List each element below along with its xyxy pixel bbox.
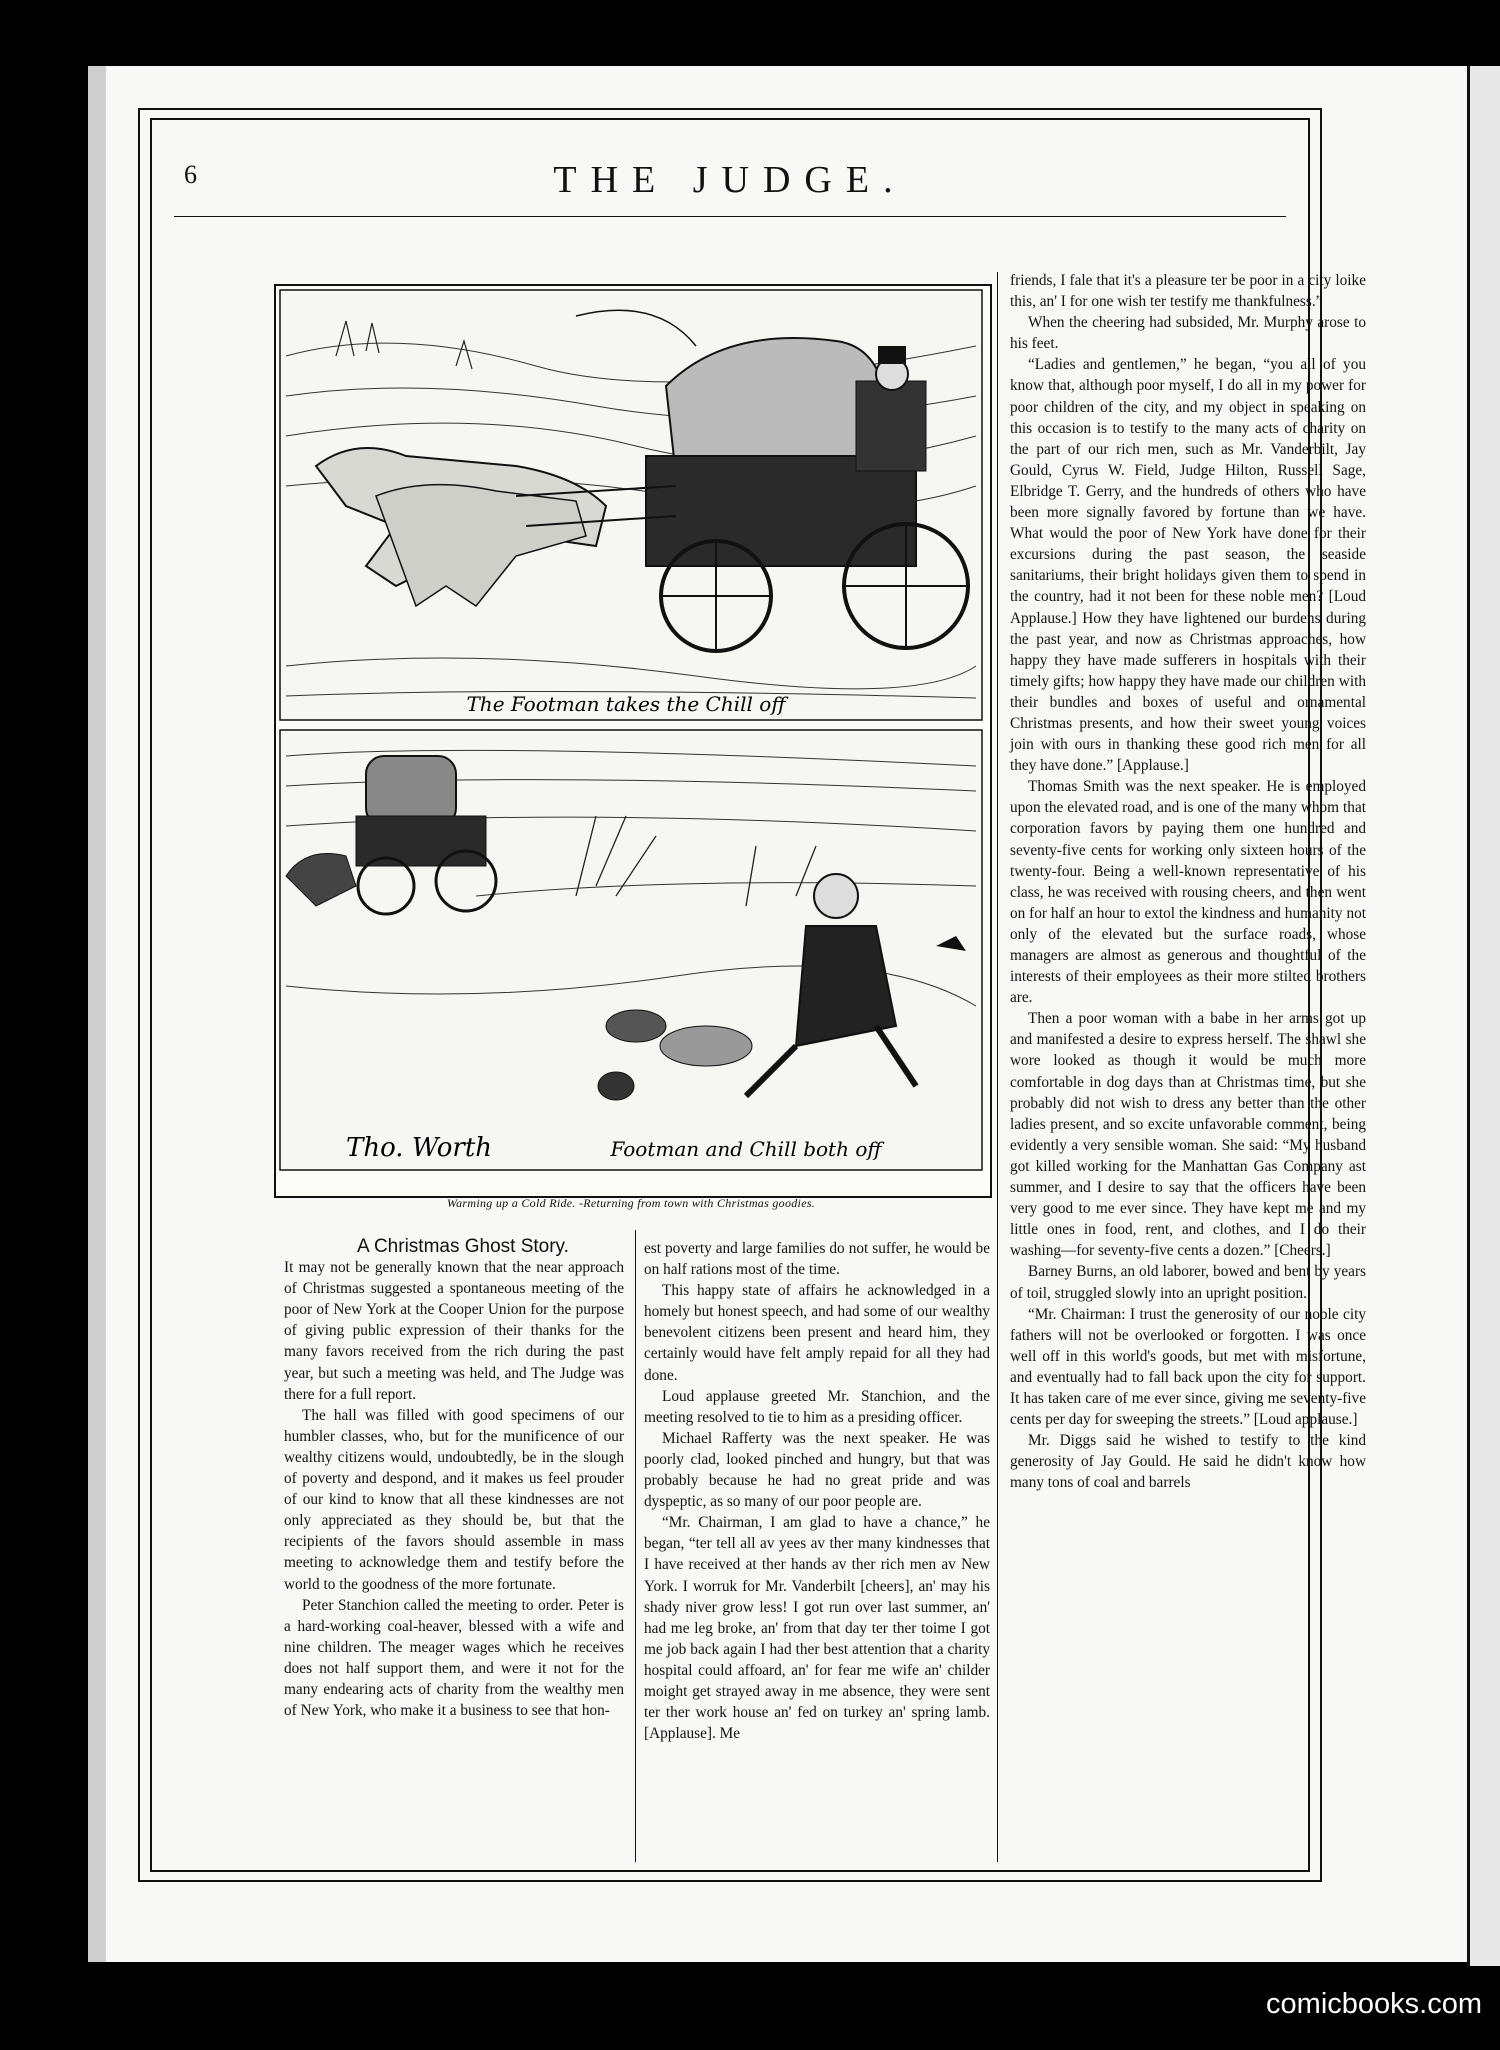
paragraph: Mr. Diggs said he wished to testify to the kind generosity of Jay Gould. He said he didn't know how many tons of coal and barrels xyxy=(1010,1432,1366,1492)
column-rule-middle xyxy=(997,272,998,1862)
paragraph: “Mr. Chairman: I trust the generosity of our noble city fathers will not be overlooked or forgotten. I was once well off in this world's goods, but met with misfortune, and eventually had to fall back upon the city for support. It has taken care of me ever since, giving me seventy-five cents per day for sweeping the streets.” [Loud applause.] xyxy=(1010,1305,1366,1429)
cartoon-drawing xyxy=(276,286,986,1196)
article-column-right xyxy=(1010,270,1366,1493)
paragraph: This happy state of affairs he acknowledged in a homely but honest speech, and had some of our wealthy benevolent citizens been present and heard him, they certainly would have felt amply repaid for all they had done. xyxy=(644,1282,990,1384)
cartoon-illustration xyxy=(274,284,992,1198)
paragraph: Michael Rafferty was the next speaker. He was poorly clad, looked pinched and hungry, but that was probably because he had no great pride and was dyspeptic, as so many of our poor people are. xyxy=(644,1429,990,1511)
bottom-panel-caption: Footman and Chill both off xyxy=(610,1137,882,1161)
paragraph: “Ladies and gentlemen,” he began, “you all of you know that, although poor myself, I do all in my power for poor children of the city, and my object in speaking on this occasion is to testify to the many acts of charity on the part of our rich men, such as Mr. Vanderbilt, Jay Gould, Cyrus W. Field, Judge Hilton, Russell Sage, Elbridge T. Gerry, and the hundreds of others who have been more signally favored by fortune than we have. What would the poor of New York have done for their excursions during the past season, the seaside sanitariums, their bright holidays given them to spend in the country, had it not been for these noble men? [Loud Applause.] How they have lightened our burdens during the past year, and now as Christmas approaches, how happy they have made sufferers in hospitals with their timely gifts; how happy they have made our children with their bundles and boxes of useful and ornamental Christmas presents, and how their sweet young voices join with ours in thanking these good rich men for all they have done.” [Applause.] xyxy=(1010,356,1366,775)
paragraph: The hall was filled with good specimens of our humbler classes, who, but for the munificence of our wealthy citizens would, undoubtedly, be in the slough of poverty and despond, and it makes us feel prouder of our kind to know that all these kindnesses are not only appreciated as they should be, but that the recipients of the favors should assemble in mass meeting to acknowledge them and testify before the world to the goodness of the more fortunate. xyxy=(284,1406,624,1593)
paragraph: Peter Stanchion called the meeting to order. Peter is a hard-working coal-heaver, blessed with a wife and nine children. The meager wages which he receives does not half support them, and were it not for the many endearing acts of charity from the wealthy men of New York, who make it a business to see that hon- xyxy=(284,1596,624,1720)
paragraph: Then a poor woman with a babe in her arms got up and manifested a desire to express herself. The shawl she wore looked as though it would be much more comfortable in dog days than at Christmas time, but she probably did not wish to dress any better than the other ladies present, and so excite unfavorable comment, being evidently a very sensible woman. She said: “My husband got killed working for the Manhattan Gas Company ast summer, and I desire to say that the officers have been very good to me ever since. They have kept me and my little ones in food, rent, and clothes, and I do their washing—for seventy-five cents a dozen.” [Cheers.] xyxy=(1010,1010,1366,1260)
paragraph: est poverty and large families do not suffer, he would be on half rations most of the time. xyxy=(644,1240,990,1279)
adjacent-page-edge xyxy=(1467,66,1500,1966)
article-column-middle xyxy=(644,1238,990,1744)
top-panel-footman-carriage xyxy=(280,290,982,720)
paragraph: “Mr. Chairman, I am glad to have a chance,” he began, “ter tell all av yees av ther many kindnesses that I have received at ther hands av ther rich men av New York. I worruk for Mr. Vanderbilt [cheers], an' may his shady niver grow less! I got run over last summer, an' had me leg broke, an' from that day ter ther toime I got me job back again I had ther best attention that a charity hospital could affoard, an' for fear me wife an' childer moight get strayed away in me absence, they were sent ter ther work house an' fed on turkey an' spring lamb. [Applause]. Me xyxy=(644,1514,990,1743)
masthead-title: THE JUDGE. xyxy=(553,159,907,201)
paragraph: Loud applause greeted Mr. Stanchion, and the meeting resolved to tie to him as a presiding officer. xyxy=(644,1387,990,1426)
masthead-rule xyxy=(174,216,1286,217)
article-column-left xyxy=(284,1236,624,1721)
paragraph: It may not be generally known that the near approach of Christmas suggested a spontaneous meeting of the poor of New York at the Cooper Union for the purpose of giving public expression of their thanks for the many favors received from the rich during the past year, but such a meeting was held, and The Judge was there for a full report. xyxy=(284,1259,624,1403)
paragraph: friends, I fale that it's a pleasure ter be poor in a city loike this, an' I for one wish ter testify me thankfulness.” xyxy=(1010,272,1366,311)
paragraph: When the cheering had subsided, Mr. Murphy arose to his feet. xyxy=(1010,314,1366,353)
watermark: comicbooks.com xyxy=(1266,1988,1482,2020)
artist-signature: Tho. Worth xyxy=(346,1133,493,1163)
bottom-panel-footman-fallen xyxy=(280,730,982,1170)
page-number: 6 xyxy=(184,160,197,189)
column-rule-left xyxy=(635,1230,636,1862)
story-title: A Christmas Ghost Story. xyxy=(357,1236,569,1257)
top-panel-caption: The Footman takes the Chill off xyxy=(466,692,786,716)
paragraph: Barney Burns, an old laborer, bowed and bent by years of toil, struggled slowly into an upright position. xyxy=(1010,1263,1366,1302)
illustration-caption: Warming up a Cold Ride. -Returning from town with Christmas goodies. xyxy=(446,1196,816,1210)
paragraph: Thomas Smith was the next speaker. He is employed upon the elevated road, and is one of the many whom that corporation favors by paying them one hundred and seventy-five cents for working only sixteen hours of the twenty-four. Being a well-known representative of his class, he was received with rousing cheers, and then went on for half an hour to extol the kindness and humanity not only of the elevated but the surface roads, whose managers are almost as generous and thoughtful of the interests of their employees as their more stilted brothers are. xyxy=(1010,778,1366,1007)
